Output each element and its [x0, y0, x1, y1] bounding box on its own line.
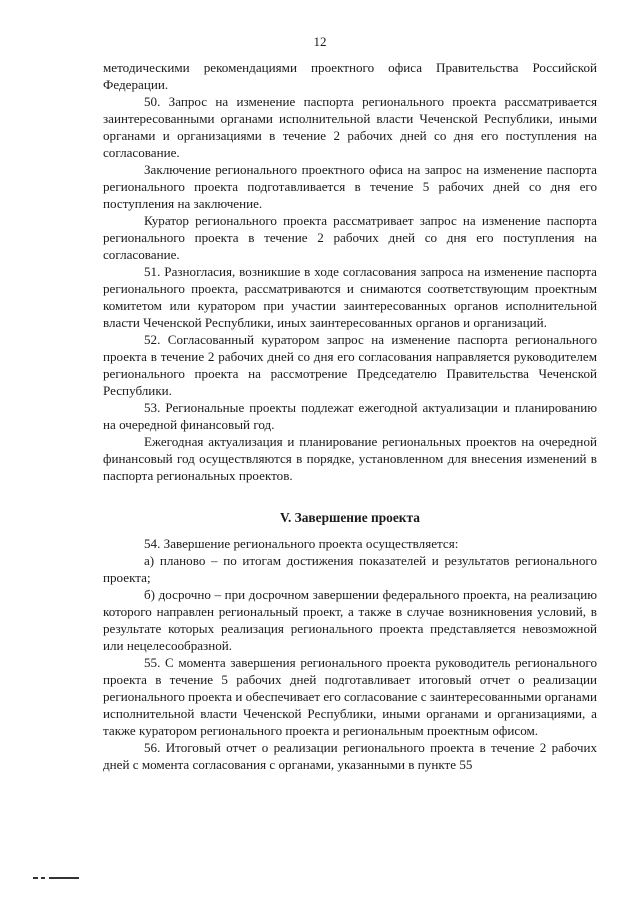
paragraph-curator-review: Куратор регионального проекта рассматривает запрос на изменение паспорта регионального проекта в течение 2 рабочих дней со дня его поступления на согласование.: [103, 213, 597, 262]
paragraph-continuation: методическими рекомендациями проектного офиса Правительства Российской Федерации.: [103, 60, 597, 92]
paragraph-item-53: 53. Региональные проекты подлежат ежегодной актуализации и планированию на очередной финансовый год.: [103, 400, 597, 432]
paragraph-annual-update: Ежегодная актуализация и планирование региональных проектов на очередной финансовый год осуществляются в порядке, установленном для внесения изменений в паспорта региональных проектов.: [103, 434, 597, 483]
paragraph-item-54-b: б) досрочно – при досрочном завершении федерального проекта, на реализацию которого направлен региональный проект, а также в случае возникновения условий, в результате которых реализация регионального проекта представляется невозможной или нецелесообразной.: [103, 587, 597, 653]
paragraph-item-56: 56. Итоговый отчет о реализации регионального проекта в течение 2 рабочих дней с момента согласования с органами, указанными в пункте 55: [103, 740, 597, 772]
paragraph-item-52: 52. Согласованный куратором запрос на изменение паспорта регионального проекта в течение 2 рабочих дней со дня его согласования направляется руководителем регионального проекта на рассмотрение Председателю Правительства Чеченской Республики.: [103, 332, 597, 398]
paragraph-item-50: 50. Запрос на изменение паспорта регионального проекта рассматривается заинтересованными органами исполнительной власти Чеченской Республики, иными органами и организациями в течение 2 рабочих дней со дня его поступления на согласование.: [103, 94, 597, 160]
paragraph-item-54: 54. Завершение регионального проекта осуществляется:: [144, 536, 459, 551]
paragraph-item-55: 55. С момента завершения регионального проекта руководитель регионального проекта в течение 5 рабочих дней подготавливает итоговый отчет о реализации регионального проекта и обеспечивает его согласование с заинтересованными органами исполнительной власти Чеченской Республики, иными органами и организациями, а также куратором регионального проекта и региональным проектным офисом.: [103, 655, 597, 738]
section-heading: V. Завершение проекта: [280, 510, 420, 525]
paragraph-conclusion-office: Заключение регионального проектного офиса на запрос на изменение паспорта регионального проекта подготавливается в течение 5 рабочих дней со дня его поступления на заключение.: [103, 162, 597, 211]
paragraph-item-54-a: а) планово – по итогам достижения показателей и результатов регионального проекта;: [103, 553, 597, 585]
section-spacer: [103, 484, 597, 499]
paragraph-item-51: 51. Разногласия, возникшие в ходе согласования запроса на изменение паспорта регионального проекта, рассматриваются и снимаются соответствующим проектным комитетом или куратором при участии заинтересованных органов исполнительной власти Чеченской Республики, иных заинтересованных органов и организаций.: [103, 264, 597, 330]
scan-artifact-mark: [33, 877, 79, 879]
page-number: 12: [313, 34, 327, 49]
document-body: [103, 59, 597, 773]
